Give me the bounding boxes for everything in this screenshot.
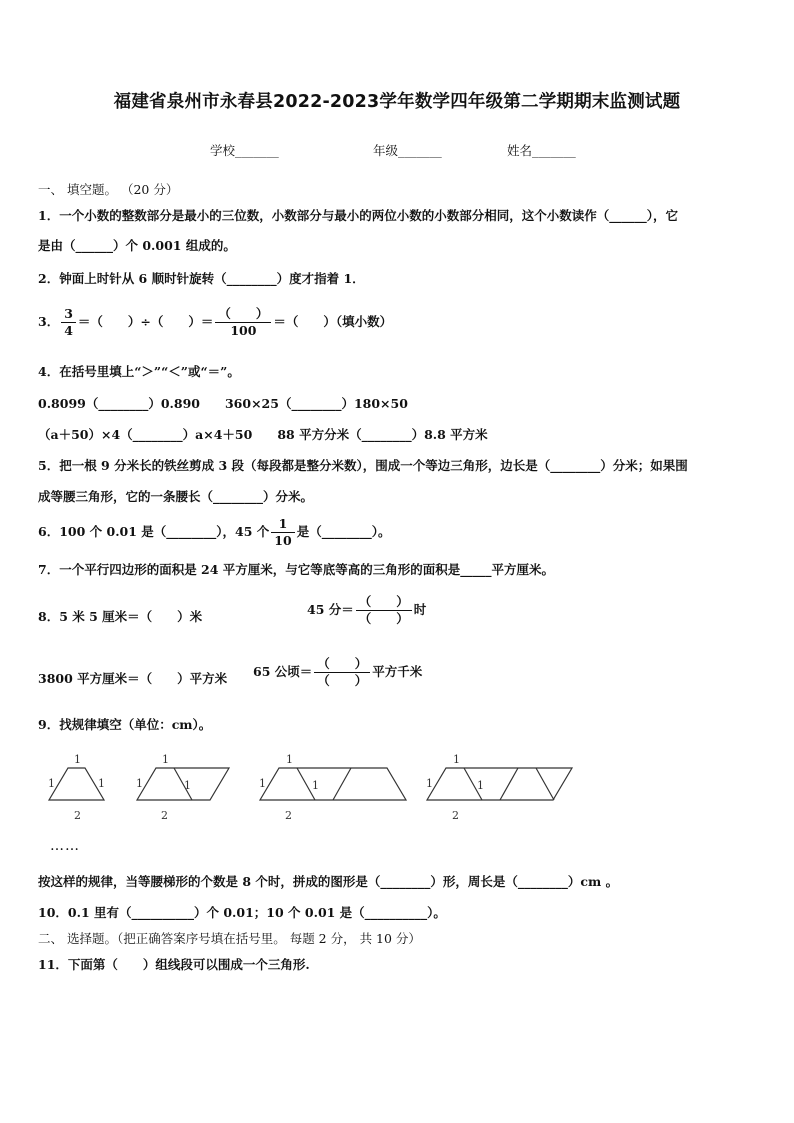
q8-b-suffix: 时 <box>413 602 427 617</box>
fig4-outline <box>427 768 572 800</box>
q3 <box>38 306 392 339</box>
q8-b <box>307 594 426 627</box>
page-title: 福建省泉州市永春县2022-2023学年数学四年级第二学期期末监测试题 <box>113 92 681 112</box>
q6-fraction <box>271 516 294 549</box>
q8-b-prefix: 45 分＝ <box>307 602 354 617</box>
q6-prefix: 6．100 个 0.01 是（________），45 个 <box>38 524 270 539</box>
q8-d <box>253 656 422 689</box>
q3-fraction-1 <box>61 306 76 339</box>
fig3-top-label: 1 <box>286 753 293 766</box>
fig3-divider-2 <box>333 768 351 800</box>
q8-a: 8．5 米 5 厘米＝（ ）米 <box>38 609 203 624</box>
q3-prefix: 3． <box>38 314 60 329</box>
name-field[interactable]: 姓名_______ <box>507 143 576 158</box>
fig2-bottom-label: 2 <box>161 809 168 822</box>
school-field[interactable]: 学校_______ <box>210 143 279 158</box>
fig3-side-label: 1 <box>259 777 266 790</box>
fig2-side-label: 1 <box>136 777 143 790</box>
fig4-bottom-label: 2 <box>452 809 459 822</box>
q4-row1: 0.8099（________）0.890 360×25（________）180×50 <box>38 396 408 411</box>
q11: 11．下面第（ ）组线段可以围成一个三角形. <box>38 957 310 972</box>
section1-heading: 一、 填空题。 （20 分） <box>38 182 179 197</box>
q3-mid: ＝（ ）÷（ ）＝ <box>77 314 214 329</box>
q6-suffix: 是（________）。 <box>296 524 391 539</box>
fig1-top-label: 1 <box>74 753 81 766</box>
q5-line2: 成等腰三角形，它的一条腰长（________）分米。 <box>38 489 314 504</box>
q10: 10．0.1 里有（__________）个 0.01；10 个 0.01 是（__________）。 <box>38 905 446 920</box>
fig4-mid-label: 1 <box>477 779 484 792</box>
q3-frac1-den: 4 <box>64 323 73 338</box>
q1-line1: 1．一个小数的整数部分是最小的三位数，小数部分与最小的两位小数的小数部分相同，这个小数读作（______），它 <box>38 208 678 223</box>
fig1-bottom-label: 2 <box>74 809 81 822</box>
fig3-bottom-label: 2 <box>285 809 292 822</box>
q7: 7．一个平行四边形的面积是 24 平方厘米，与它等底等高的三角形的面积是_____平方厘米。 <box>38 562 555 577</box>
q4-row2: （a＋50）×4（________）a×4＋50 88 平方分米（________）8.8 平方米 <box>38 427 488 442</box>
q8-b-fraction: $\frac{( )}{( )}$ <box>356 594 412 627</box>
q1-line2: 是由（______）个 0.001 组成的。 <box>38 238 236 253</box>
q6-frac-den: 10 <box>274 533 292 548</box>
fig4-divider-3 <box>536 768 554 800</box>
q8-c: 3800 平方厘米＝（ ）平方米 <box>38 671 228 686</box>
fig2-mid-label: 1 <box>184 779 191 792</box>
q9-title: 9．找规律填空（单位：cm）。 <box>38 717 212 732</box>
q3-suffix: ＝（ ）（填小数） <box>273 314 393 329</box>
section2-heading: 二、 选择题。（把正确答案序号填在括号里。 每题 2 分， 共 10 分） <box>38 931 421 946</box>
q2: 2．钟面上时针从 6 顺时针旋转（________）度才指着 1． <box>38 271 365 286</box>
q4-title: 4．在括号里填上“＞”“＜”或“＝”。 <box>38 364 240 379</box>
fig4-side-label: 1 <box>426 777 433 790</box>
fig1-side-label: 1 <box>48 777 55 790</box>
q5-line1: 5．把一根 9 分米长的铁丝剪成 3 段（每段都是整分米数），围成一个等边三角形，边长是（________）分米；如果围 <box>38 458 688 473</box>
q9-question: 按这样的规律，当等腰梯形的个数是 8 个时，拼成的图形是（________）形，周长是（________）cm 。 <box>38 874 619 889</box>
q6-frac-num: 1 <box>278 516 288 531</box>
q8-d-fraction: $\frac{( )}{( )}$ <box>314 656 370 689</box>
fig3-outline <box>260 768 406 800</box>
grade-field[interactable]: 年级_______ <box>373 143 442 158</box>
q9-trapezoid-figures <box>0 745 794 825</box>
fig1-trapezoid <box>49 768 104 800</box>
q9-ellipsis: …… <box>50 838 80 854</box>
fig3-mid-label: 1 <box>312 779 319 792</box>
q3-fraction-2 <box>215 306 271 339</box>
q8-d-suffix: 平方千米 <box>372 664 423 679</box>
q8-d-prefix: 65 公顷＝ <box>253 664 313 679</box>
fig1-side-label-right: 1 <box>98 777 105 790</box>
fig4-divider-2 <box>500 768 518 800</box>
q3-frac2-den: 100 <box>230 323 257 338</box>
fig2-top-label: 1 <box>162 753 169 766</box>
q3-frac2-num: （ ） <box>218 306 269 321</box>
q6 <box>38 516 390 549</box>
fig4-top-label: 1 <box>453 753 460 766</box>
q3-frac1-num: 3 <box>64 306 73 321</box>
